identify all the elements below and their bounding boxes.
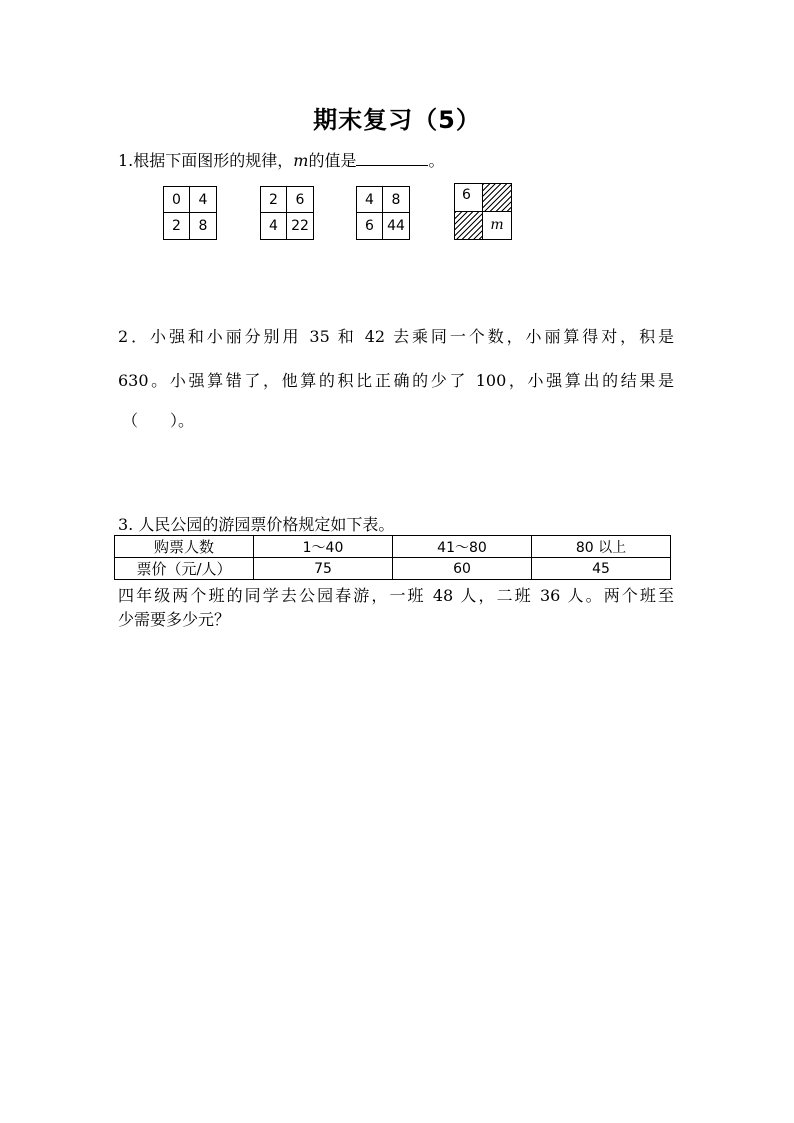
page-title: 期末复习（5） [313, 106, 481, 134]
question-1-suffix: 。 [428, 151, 445, 170]
question-3-body [118, 584, 674, 632]
figure-4-variable-m: m [490, 217, 504, 234]
table-row [115, 536, 671, 558]
figure-3-bottom-left: 6 [357, 213, 383, 239]
table-cell: 票价（元/人） [115, 558, 254, 580]
figure-1-top-right: 4 [190, 187, 216, 213]
figure-3-top-left: 4 [357, 187, 383, 213]
figure-1-bottom-right: 8 [198, 218, 208, 234]
question-1-middle: 的值是 [308, 151, 357, 170]
figure-4-top-left: 6 [455, 184, 483, 212]
table-header-cell: 80 以上 [532, 536, 671, 558]
table-cell: 60 [393, 558, 532, 580]
figure-1-top-left: 0 [164, 187, 190, 213]
figure-2-top-right: 6 [287, 187, 313, 213]
table-row [115, 558, 671, 580]
figure-4-bottom-right [483, 212, 511, 240]
variable-m: m [293, 151, 309, 170]
figure-2-top-left: 2 [261, 187, 287, 213]
figure-3 [356, 186, 410, 240]
ticket-price-table [114, 535, 671, 580]
figure-4 [454, 183, 512, 240]
table-cell: 45 [532, 558, 671, 580]
question-2-line-1: 2．小强和小丽分别用 35 和 42 去乘同一个数，小丽算得对，积是 [118, 327, 674, 346]
figure-2-bottom-left: 4 [261, 213, 287, 239]
figure-3-bottom-right: 44 [387, 218, 405, 234]
question-1-text [118, 148, 444, 171]
figure-4-bottom-left-hatched [455, 212, 483, 240]
question-2-line-2: 630。小强算错了，他算的积比正确的少了 100，小强算出的结果是 [118, 371, 674, 390]
figure-4-top-right-hatched [483, 184, 511, 212]
question-3-line-1: 四年级两个班的同学去公园春游，一班 48 人，二班 36 人。两个班至 [118, 586, 674, 605]
question-3-line-2: 少需要多少元？ [118, 610, 231, 629]
figure-2 [260, 186, 314, 240]
question-3-heading: 3. 人民公园的游园票价格规定如下表。 [118, 515, 395, 534]
table-header-cell: 购票人数 [115, 536, 254, 558]
figure-1 [163, 186, 217, 240]
figure-2-bottom-right: 22 [291, 218, 309, 234]
table-header-cell: 41～80 [393, 536, 532, 558]
question-2-line-3: （ ）。 [122, 411, 195, 430]
table-header-cell: 1～40 [254, 536, 393, 558]
figure-1-bottom-left: 2 [164, 213, 190, 239]
question-1-prefix: 1.根据下面图形的规律， [118, 151, 294, 170]
table-cell: 75 [254, 558, 393, 580]
figure-3-top-right: 8 [383, 187, 409, 213]
answer-blank[interactable] [356, 151, 428, 166]
